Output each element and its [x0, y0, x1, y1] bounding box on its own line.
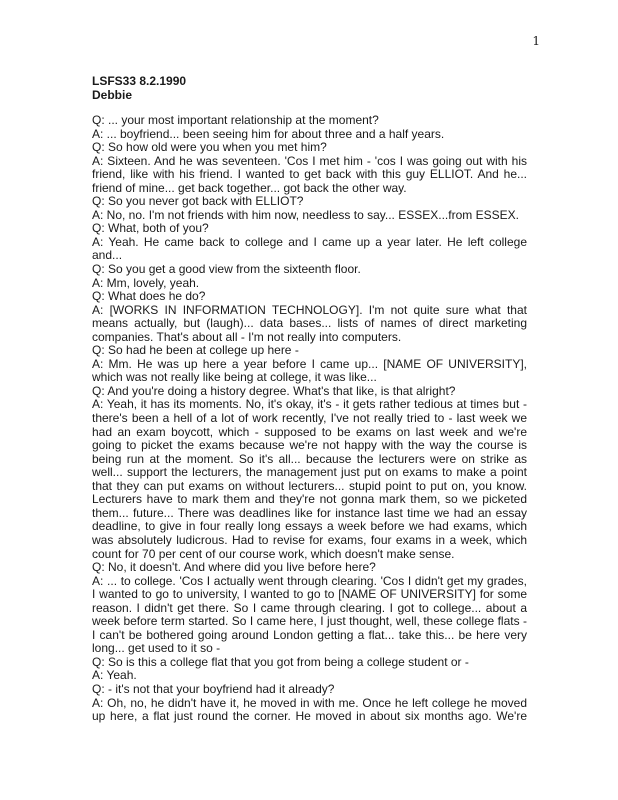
transcript-line: A: Yeah.	[92, 668, 137, 683]
transcript-line: A: No, no. I'm not friends with him now, needless to say... ESSEX...from ESSEX.	[92, 207, 519, 222]
transcript-line: A: Mm. He was up here a year before I came up... [NAME OF UNIVERSITY], which was not really like being at college, it was like...	[92, 356, 527, 385]
transcript-line: A: Yeah. He came back to college and I came up a year later. He left college and...	[92, 234, 527, 263]
transcript-line: Q: So had he been at college up here -	[92, 343, 299, 358]
transcript-line: A: ... boyfriend... been seeing him for about three and a half years.	[92, 126, 445, 141]
transcript-line: A: ... to college. 'Cos I actually went through clearing. 'Cos I didn't get my grades, I wanted to go to university, I wanted to go to [NAME OF UNIVERSITY] for some reason. I didn't get there. So I came through clearing. I got to college... about a week before term started. So I came here, I just thought, well, these college flats - I can't be bothered going around London getting a flat... take this... be here very long... get used to it so -	[92, 573, 527, 656]
interviewee-name: Debbie	[92, 87, 133, 102]
transcript-line: A: Yeah, it has its moments. No, it's okay, it's - it gets rather tedious at times but - there's been a hell of a lot of work recently, I've not really tried to - last week we had an exam boycott, which - supposed to be exams on last week and we're going to picket the exams because we're not happy with the way the course is being run at the moment. So it's all... because the lecturers were on strike as well... support the lecturers, the management just put on exams to make a point that they can put exams on without lecturers... stupid point to put on, you know. Lecturers have to mark them and they're not gonna mark them, so we picketed them... future... There was deadlines like for instance last time we had an essay deadline, to give in four really long essays a week before we had exams, which was absolutely ludicrous. Had to revise for exams, four exams in a week, which count for 70 per cent of our course work, which doesn't make sense.	[92, 397, 527, 561]
transcript-line: A: Oh, no, he didn't have it, he moved in with me. Once he left college he moved up here, a flat just round the corner. He moved in about six months ago. We're	[92, 695, 527, 724]
transcript-line: Q: So you never got back with ELLIOT?	[92, 194, 304, 209]
transcript-line: Q: - it's not that your boyfriend had it already?	[92, 681, 335, 696]
transcript-line: A: Sixteen. And he was seventeen. 'Cos I met him - 'cos I was going out with his friend, like with his friend. I wanted to get back with this guy ELLIOT. And he... friend of mine... get back together... got back the other way.	[92, 153, 527, 195]
transcript-line: Q: ... your most important relationship at the moment?	[92, 113, 379, 127]
transcript-line: A: Mm, lovely, yeah.	[92, 275, 200, 290]
transcript-body	[92, 114, 527, 724]
transcript-line: Q: What does he do?	[92, 289, 206, 304]
transcript-line: Q: So how old were you when you met him?	[92, 140, 327, 155]
transcript-line: Q: No, it doesn't. And where did you live before here?	[92, 560, 376, 575]
transcript-line: A: [WORKS IN INFORMATION TECHNOLOGY]. I'm not quite sure what that means actually, but (laugh)... data bases... lists of names of direct marketing companies. That's about all - I'm not really into computers.	[92, 302, 527, 344]
page-number: 1	[532, 34, 540, 48]
transcript-line: Q: What, both of you?	[92, 221, 209, 236]
document-header	[92, 75, 186, 102]
transcript-line: Q: And you're doing a history degree. What's that like, is that alright?	[92, 383, 456, 398]
interview-reference: LSFS33 8.2.1990	[92, 74, 187, 88]
transcript-line: Q: So you get a good view from the sixteenth floor.	[92, 262, 361, 277]
transcript-line: Q: So is this a college flat that you got from being a college student or -	[92, 654, 469, 669]
